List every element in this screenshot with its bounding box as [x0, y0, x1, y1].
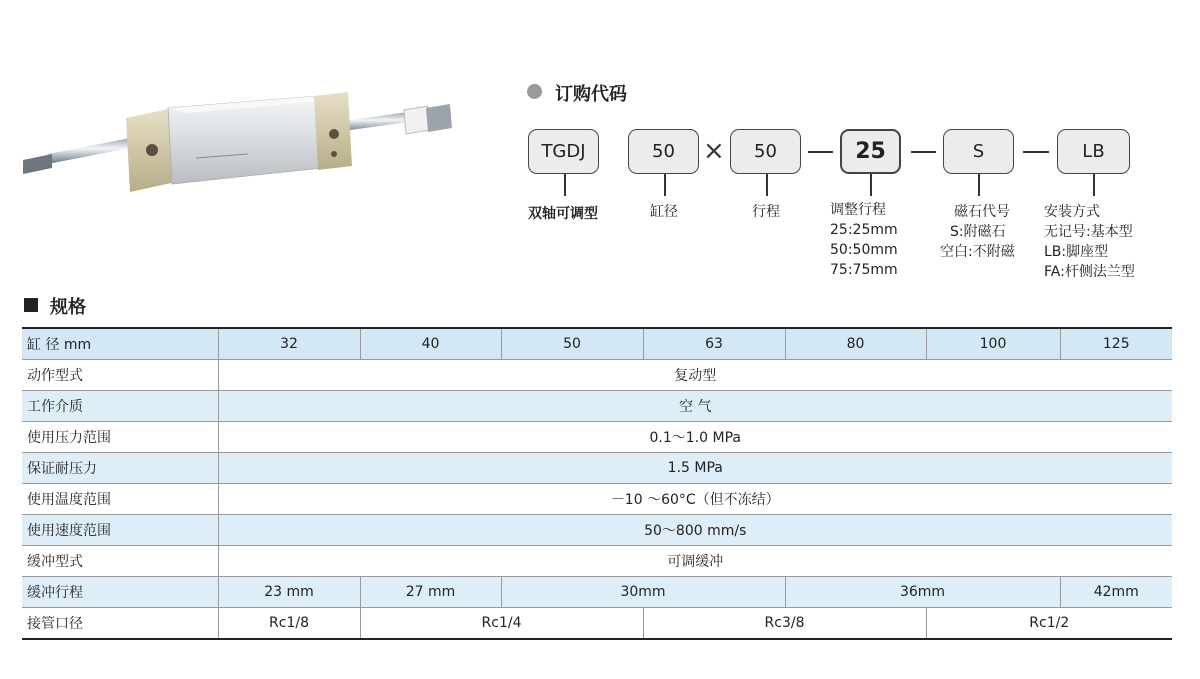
row-label: 使用速度范围 — [22, 515, 218, 546]
cushion-cell: 27 mm — [360, 577, 501, 608]
caption-magnet-item: S:附磁石 — [950, 224, 1006, 240]
connector — [564, 174, 566, 196]
times-sign: × — [703, 136, 725, 166]
caption-magnet-title: 磁石代号 — [954, 204, 1010, 220]
dash — [911, 151, 936, 153]
row-value: 50～800 mm/s — [218, 515, 1172, 546]
connector — [978, 174, 980, 196]
table-row-bore — [22, 328, 1172, 360]
caption-adjust — [830, 200, 898, 280]
row-label: 使用温度范围 — [22, 484, 218, 515]
bore-cell: 32 — [218, 328, 360, 360]
caption-magnet-item: 空白:不附磁 — [940, 244, 1015, 260]
order-code-title: 订购代码 — [555, 84, 627, 105]
row-value: 空 气 — [218, 391, 1172, 422]
table-row — [22, 391, 1172, 422]
port-cell: Rc1/8 — [218, 608, 360, 640]
port-cell: Rc1/2 — [926, 608, 1172, 640]
caption-bore: 缸径 — [650, 204, 678, 220]
bullet-dot-icon — [527, 84, 542, 99]
table-row — [22, 453, 1172, 484]
row-label: 动作型式 — [22, 360, 218, 391]
bore-cell: 50 — [501, 328, 643, 360]
cushion-cell: 42mm — [1060, 577, 1172, 608]
row-label: 缓冲型式 — [22, 546, 218, 577]
code-box-adjust: 25 — [840, 129, 901, 174]
connector — [664, 174, 666, 196]
row-label: 缓冲行程 — [22, 577, 218, 608]
spec-title: 规格 — [50, 297, 86, 318]
caption-mount-title: 安装方式 — [1044, 204, 1100, 220]
table-row-port — [22, 608, 1172, 640]
row-value: 可调缓冲 — [218, 546, 1172, 577]
caption-stroke: 行程 — [752, 204, 780, 220]
spec-table — [22, 327, 1172, 640]
caption-mount-item: LB:脚座型 — [1044, 244, 1109, 260]
code-box-stroke: 50 — [730, 129, 801, 174]
connector — [870, 174, 872, 196]
bore-cell: 40 — [360, 328, 501, 360]
table-row — [22, 484, 1172, 515]
row-value: －10 ～60°C（但不冻结） — [218, 484, 1172, 515]
table-row — [22, 546, 1172, 577]
row-label: 缸 径 mm — [22, 328, 218, 360]
code-box-bore: 50 — [628, 129, 699, 174]
caption-mount-item: FA:杆侧法兰型 — [1044, 264, 1135, 280]
caption-adjust-title: 调整行程 — [830, 202, 886, 218]
cylinder-product-image — [18, 88, 468, 213]
caption-adjust-item: 75:75mm — [830, 262, 898, 278]
row-value: 复动型 — [218, 360, 1172, 391]
port-cell: Rc3/8 — [643, 608, 926, 640]
caption-magnet — [940, 202, 1015, 262]
table-row — [22, 360, 1172, 391]
cushion-cell: 30mm — [501, 577, 785, 608]
dash — [1023, 151, 1049, 153]
caption-model: 双轴可调型 — [528, 206, 598, 222]
cushion-cell: 36mm — [785, 577, 1060, 608]
connector — [766, 174, 768, 196]
row-value: 1.5 MPa — [218, 453, 1172, 484]
row-value: 0.1～1.0 MPa — [218, 422, 1172, 453]
row-label: 使用压力范围 — [22, 422, 218, 453]
bore-cell: 100 — [926, 328, 1060, 360]
row-label: 接管口径 — [22, 608, 218, 640]
cushion-cell: 23 mm — [218, 577, 360, 608]
caption-mount-item: 无记号:基本型 — [1044, 224, 1133, 240]
bore-cell: 125 — [1060, 328, 1172, 360]
table-row — [22, 515, 1172, 546]
bore-cell: 80 — [785, 328, 926, 360]
code-box-magnet: S — [943, 129, 1014, 174]
table-row-cushion-stroke — [22, 577, 1172, 608]
connector — [1093, 174, 1095, 196]
dash — [808, 151, 833, 153]
bore-cell: 63 — [643, 328, 785, 360]
caption-mount — [1044, 202, 1135, 282]
code-box-mount: LB — [1057, 129, 1130, 174]
port-cell: Rc1/4 — [360, 608, 643, 640]
row-label: 工作介质 — [22, 391, 218, 422]
caption-adjust-item: 50:50mm — [830, 242, 898, 258]
row-label: 保证耐压力 — [22, 453, 218, 484]
caption-adjust-item: 25:25mm — [830, 222, 898, 238]
square-bullet-icon — [24, 298, 38, 312]
code-box-model: TGDJ — [528, 129, 599, 174]
table-row — [22, 422, 1172, 453]
